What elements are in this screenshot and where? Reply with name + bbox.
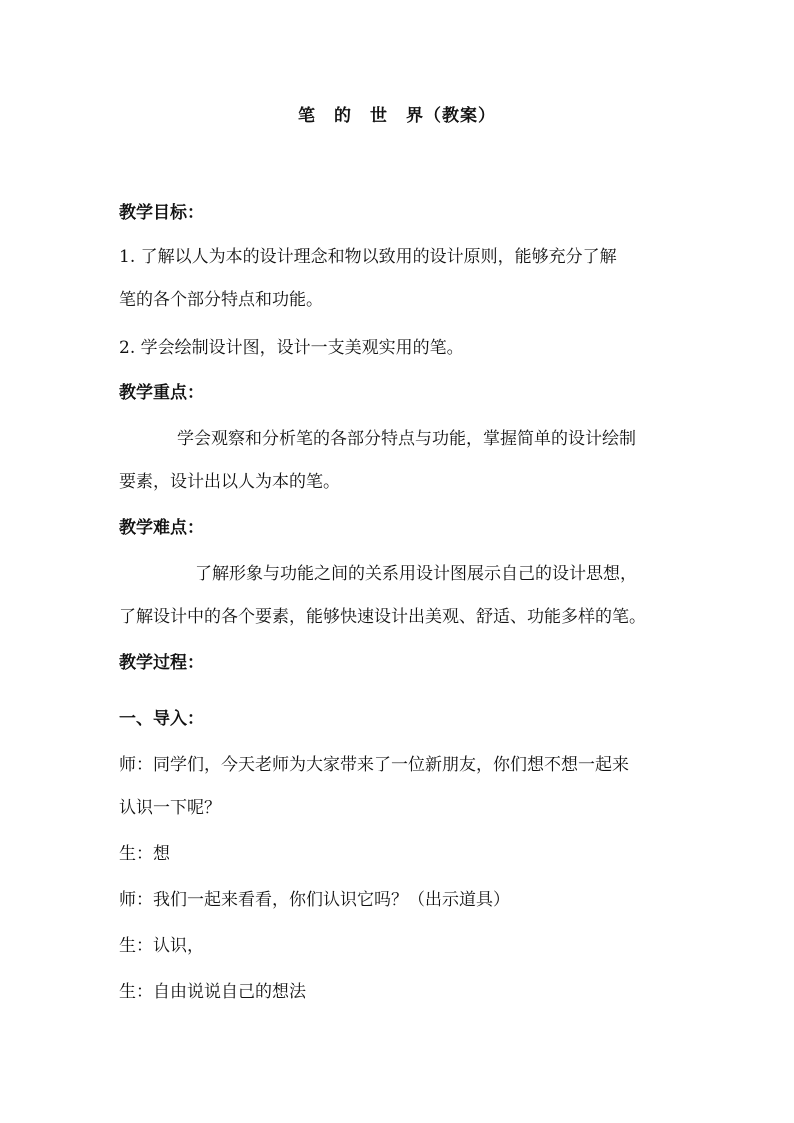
- section-1-heading: 一、导入：: [119, 709, 204, 729]
- dialog-1-line-1: 师：同学们，今天老师为大家带来了一位新朋友，你们想不想一起来: [119, 755, 629, 775]
- dialog-5: 生：自由说说自己的想法: [119, 982, 306, 1002]
- keypoints-line-2: 要素，设计出以人为本的笔。: [119, 472, 340, 492]
- objectives-heading: 教学目标：: [119, 203, 204, 223]
- dialog-3: 师：我们一起来看看，你们认识它吗？（出示道具）: [119, 890, 510, 910]
- objective-1-line-2: 笔的各个部分特点和功能。: [119, 290, 323, 310]
- document-title: 笔 的 世 界（教案）: [298, 106, 496, 126]
- keypoints-line-1: 学会观察和分析笔的各部分特点与功能，掌握简单的设计绘制: [177, 429, 636, 449]
- keypoints-heading: 教学重点：: [119, 383, 204, 403]
- dialog-1-line-2: 认识一下呢？: [119, 798, 221, 818]
- difficulty-heading: 教学难点：: [119, 518, 204, 538]
- objective-2: 2. 学会绘制设计图，设计一支美观实用的笔。: [119, 338, 464, 358]
- difficulty-line-2: 了解设计中的各个要素，能够快速设计出美观、舒适、功能多样的笔。: [119, 607, 646, 627]
- dialog-4: 生：认识，: [119, 936, 204, 956]
- dialog-2: 生：想: [119, 844, 170, 864]
- process-heading: 教学过程：: [119, 653, 204, 673]
- objective-1-line-1: 1. 了解以人为本的设计理念和物以致用的设计原则，能够充分了解: [119, 247, 617, 267]
- difficulty-line-1: 了解形象与功能之间的关系用设计图展示自己的设计思想，: [195, 564, 637, 584]
